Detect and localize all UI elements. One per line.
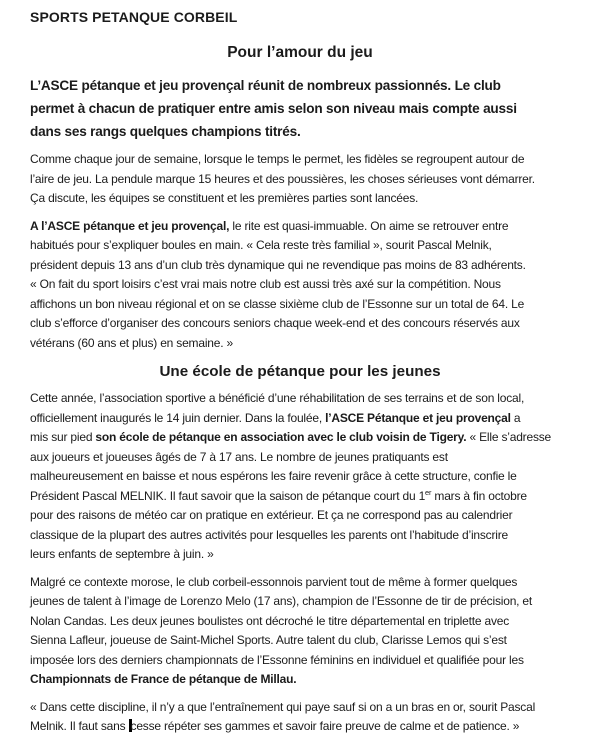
text-segment: aux joueurs et joueuses âgés de 7 à 17 ans. Le nombre de jeunes pratiquants est [30,449,448,464]
text-segment: son école de pétanque en association avec le club voisin de Tigery. [95,430,467,444]
text-line [30,526,570,546]
text-segment: Malgré ce contexte morose, le club corbeil-essonnois parvient tout de même à former quelques [30,574,518,589]
text-segment: Nolan Candas. Les deux jeunes boulistes ont décroché le titre départemental en triplette avec [30,613,510,628]
text-line [30,314,570,334]
text-line [30,97,570,120]
text-line [30,8,570,27]
text-line [30,573,570,593]
text-segment: Sienna Lafleur, joueuse de Saint-Michel Sports. Autre talent du club, Clarisse Lemos qui s’est [30,633,507,647]
text-segment: A l’ASCE pétanque et jeu provençal, [30,218,230,233]
text-segment: pour des raisons de météo car on pratique en extérieur. Et ça ne correspond pas au calendrier [30,508,513,522]
text-segment: affichons un bon niveau régional et on se classe sixième club de l’Essonne sur un total de 64. Le [30,296,525,311]
text-line [30,592,570,612]
text-segment: er [425,487,432,497]
text-line [30,42,570,63]
text-segment: leurs enfants de septembre à juin. » [30,547,214,561]
text-line [30,361,570,383]
paragraph-intro[interactable] [30,150,570,209]
article-heading[interactable] [30,42,570,63]
text-segment: a [510,410,521,425]
text-line [30,670,570,690]
text-line [30,506,570,526]
text-segment: Pour l’amour du jeu [227,44,373,61]
text-segment: imposée lors des derniers championnats de l’Essonne féminins en individuel et qualifiée pour les [30,652,524,667]
text-line [30,389,570,409]
text-segment: habitués pour s’expliquer boules en main. « Cela reste très familial », sourit Pascal Melnik, [30,238,492,252]
text-segment: L’ASCE pétanque et jeu provençal réunit de nombreux passionnés. Le club [30,78,501,93]
text-line [30,612,570,632]
text-segment: classique de la plupart des autres activités pour lesquelles les parents ont l’habitude d’inscrire [30,527,509,542]
text-line [30,467,570,487]
paragraph-conclusion[interactable] [30,698,570,736]
text-line [30,334,570,354]
text-line [30,150,570,170]
text-line [30,295,570,315]
text-segment: vétérans (60 ans et plus) en semaine. » [30,335,233,350]
text-line [30,74,570,97]
text-line [30,170,570,190]
text-segment: Président Pascal MELNIK. Il faut savoir que la saison de pétanque court du 1 [30,488,426,503]
text-line [30,487,570,507]
text-line [30,236,570,256]
lead-paragraph[interactable] [30,74,570,143]
paragraph-ecole[interactable] [30,389,570,565]
text-line [30,217,570,237]
text-segment: l’ASCE Pétanque et jeu provençal [325,410,511,425]
text-segment: « Elle s’adresse [466,430,552,444]
text-line [30,545,570,565]
text-segment: président depuis 13 ans d’un club très dynamique qui ne revendique pas moins de 83 adhérents. [30,257,526,272]
paragraph-club[interactable] [30,217,570,354]
text-line [30,256,570,276]
text-line [30,651,570,671]
text-segment: Comme chaque jour de semaine, lorsque le temps le permet, les fidèles se regroupent autour de [30,152,525,166]
text-segment: permet à chacun de pratiquer entre amis selon son niveau mais compte aussi [30,101,517,116]
text-line [30,409,570,429]
text-segment: dans ses rangs quelques champions titrés. [30,124,301,139]
text-segment: club s’efforce d’organiser des concours seniors chaque week-end et des concours réservés aux [30,316,520,330]
section-heading-ecole[interactable] [30,361,570,383]
text-segment: Melnik. Il faut sans [30,719,129,733]
text-segment: Championnats de France de pétanque de Millau. [30,672,297,686]
text-segment: le rite est quasi-immuable. On aime se retrouver entre [229,218,509,233]
text-segment: Ça discute, les équipes se constituent et les premières parties sont lancées. [30,191,419,205]
text-line [30,448,570,468]
document-title[interactable] [30,8,570,27]
text-segment: jeunes de talent à l’image de Lorenzo Melo (17 ans), champion de l’Essonne de tir de précision, et [30,594,533,608]
text-segment: l’aire de jeu. La pendule marque 15 heures et des poussières, les choses sérieuses vont démarrer. [30,171,535,186]
text-line [30,189,570,209]
paragraph-jeunes-talents[interactable] [30,573,570,690]
text-line [30,120,570,143]
text-segment: cesse répéter ses gammes et savoir faire preuve de calme et de patience. » [130,719,520,733]
text-segment: officiellement inaugurés le 14 juin dernier. Dans la foulée, [30,410,326,425]
text-segment: Cette année, l’association sportive a bénéficié d’une réhabilitation de ses terrains et de son local, [30,391,525,405]
text-segment: malheureusement en baisse et nous espérons les faire revenir grâce à cette structure, confie le [30,469,517,483]
text-line [30,275,570,295]
text-segment: « On fait du sport loisirs c’est vrai mais notre club est aussi très axé sur la compétition. Nous [30,277,501,291]
text-line [30,698,570,718]
text-segment: « Dans cette discipline, il n’y a que l’entraînement qui paye sauf si on a un bras en or, sourit Pascal [30,699,536,714]
text-line [30,717,570,736]
text-segment: mars à fin octobre [431,488,527,503]
text-segment: SPORTS PETANQUE CORBEIL [30,9,238,25]
text-segment: Une école de pétanque pour les jeunes [159,363,441,380]
text-line [30,631,570,651]
text-segment: mis sur pied [30,430,96,444]
text-line [30,428,570,448]
